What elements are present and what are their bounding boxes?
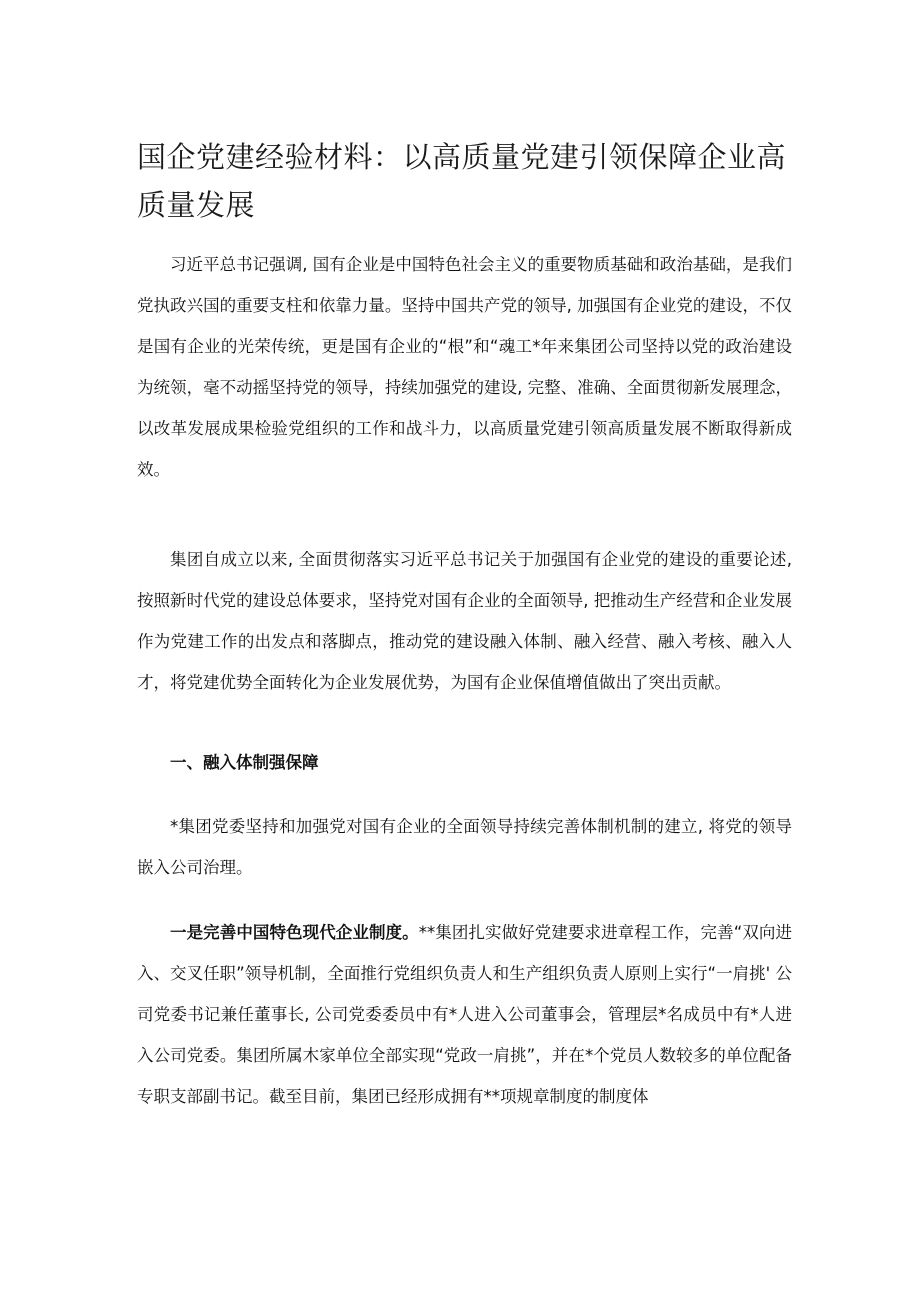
paragraph-section-1-intro: *集团党委坚持和加强党对国有企业的全面领导持续完善体制机制的建立, 将党的领导嵌入公司治理。 (137, 817, 792, 877)
paragraph-intro: 习近平总书记强调, 国有企业是中国特色社会主义的重要物质基础和政治基础，是我们党执政兴国的重要支柱和依靠力量。坚持中国共产党的领导, 加强国有企业党的建设，不仅是国有企业的光荣传统，更是国有企业的“根”和“魂工*年来集团公司坚持以党的政治建设为统领，毫不动摇坚持党的领导，持续加强党的建设, 完整、准确、全面贯彻新发展理念，以改革发展成果检验党组织的工作和战斗力，以高质量党建引领高质量发展不断取得新成效。 (137, 255, 792, 479)
section-heading-1: 一、融入体制强保障 (170, 753, 319, 772)
paragraph-group-overview: 集团自成立以来, 全面贯彻落实习近平总书记关于加强国有企业党的建设的重要论述, 按照新时代党的建设总体要求，坚持党对国有企业的全面领导, 把推动生产经营和企业发展作为党建工作的出发点和落脚点，推动党的建设融入体制、融入经营、融入考核、融入人才，将党建优势全面转化为企业发展优势，为国有企业保值增值做出了突出贡献。 (137, 550, 792, 692)
paragraph-item-1-lead: 一是完善中国特色现代企业制度。 (170, 923, 419, 942)
paragraph-item-1 (137, 912, 792, 1117)
paragraph-item-1-body: **集团扎实做好党建要求进章程工作，完善“双向进入、交叉任职”领导机制，全面推行党组织负责人和生产组织负责人原则上实行“一肩挑' 公司党委书记兼任董事长, 公司党委委员中有*人进入公司董事会，管理层*名成员中有*人进入公司党委。集团所属木家单位全部实现“党政一肩挑”，并在*个党员人数较多的单位配备专职支部副书记。截至目前，集团已经形成拥有**项规章制度的制度体 (137, 923, 792, 1106)
page-title: 国企党建经验材料：以高质量党建引领保障企业高质量发展 (137, 140, 787, 222)
